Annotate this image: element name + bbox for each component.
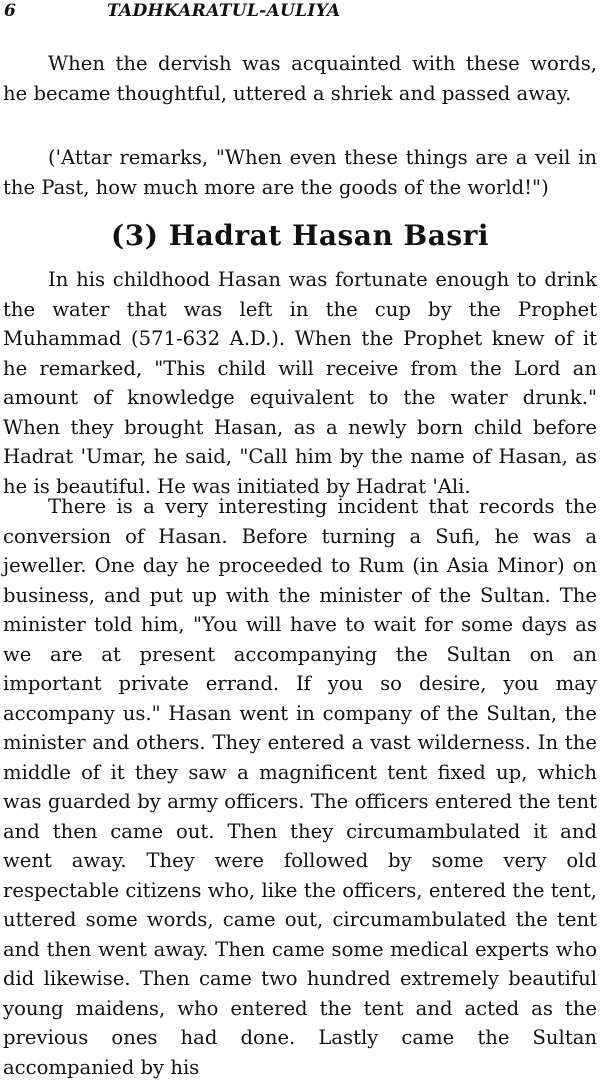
paragraph-hasan-conversion: There is a very interesting incident that records the conversion of Hasan. Before turning a Sufi, he was a jeweller. One day he proceeded to Rum (in Asia Minor) on business, and put up with the minister of the Sultan. The minister told him, "You will have to wait for some days as we are at present accompanying the Sultan on an important private errand. If you so desire, you may accompany us." Hasan went in company of the Sultan, the minister and others. They entered a vast wilderness. In the middle of it they saw a magnificent tent fixed up, which was guarded by army officers. The officers entered the tent and then came out. Then they circumambulated it and went away. They were followed by some very old respectable citizens who, like the officers, entered the tent, uttered some words, came out, circumambulated the tent and then went away. Then came some medical experts who did likewise. Then came two hundred extremely beautiful young maidens, who entered the tent and acted as the previous ones had done. Lastly came the Sultan accompanied by his xyxy=(3,495,597,1079)
section-heading: (3) Hadrat Hasan Basri xyxy=(110,219,490,252)
book-title: TADHKARATUL-AULIYA xyxy=(107,1,341,21)
page-number: 6 xyxy=(4,1,16,21)
paragraph-dervish-death: When the dervish was acquainted with these words, he became thoughtful, uttered a shriek and passed away. xyxy=(3,52,597,105)
paragraph-attar-remark: ('Attar remarks, "When even these things are a veil in the Past, how much more are the goods of the world!") xyxy=(3,146,597,199)
paragraph-hasan-childhood: In his childhood Hasan was fortunate enough to drink the water that was left in the cup by the Prophet Muhammad (571-632 A.D.). When the Prophet knew of it he remarked, "This child will receive from the Lord an amount of knowledge equivalent to the water drunk." When they brought Hasan, as a newly born child before Hadrat 'Umar, he said, "Call him by the name of Hasan, as he is beautiful. He was initiated by Hadrat 'Ali. xyxy=(3,268,597,498)
running-header xyxy=(0,0,600,24)
